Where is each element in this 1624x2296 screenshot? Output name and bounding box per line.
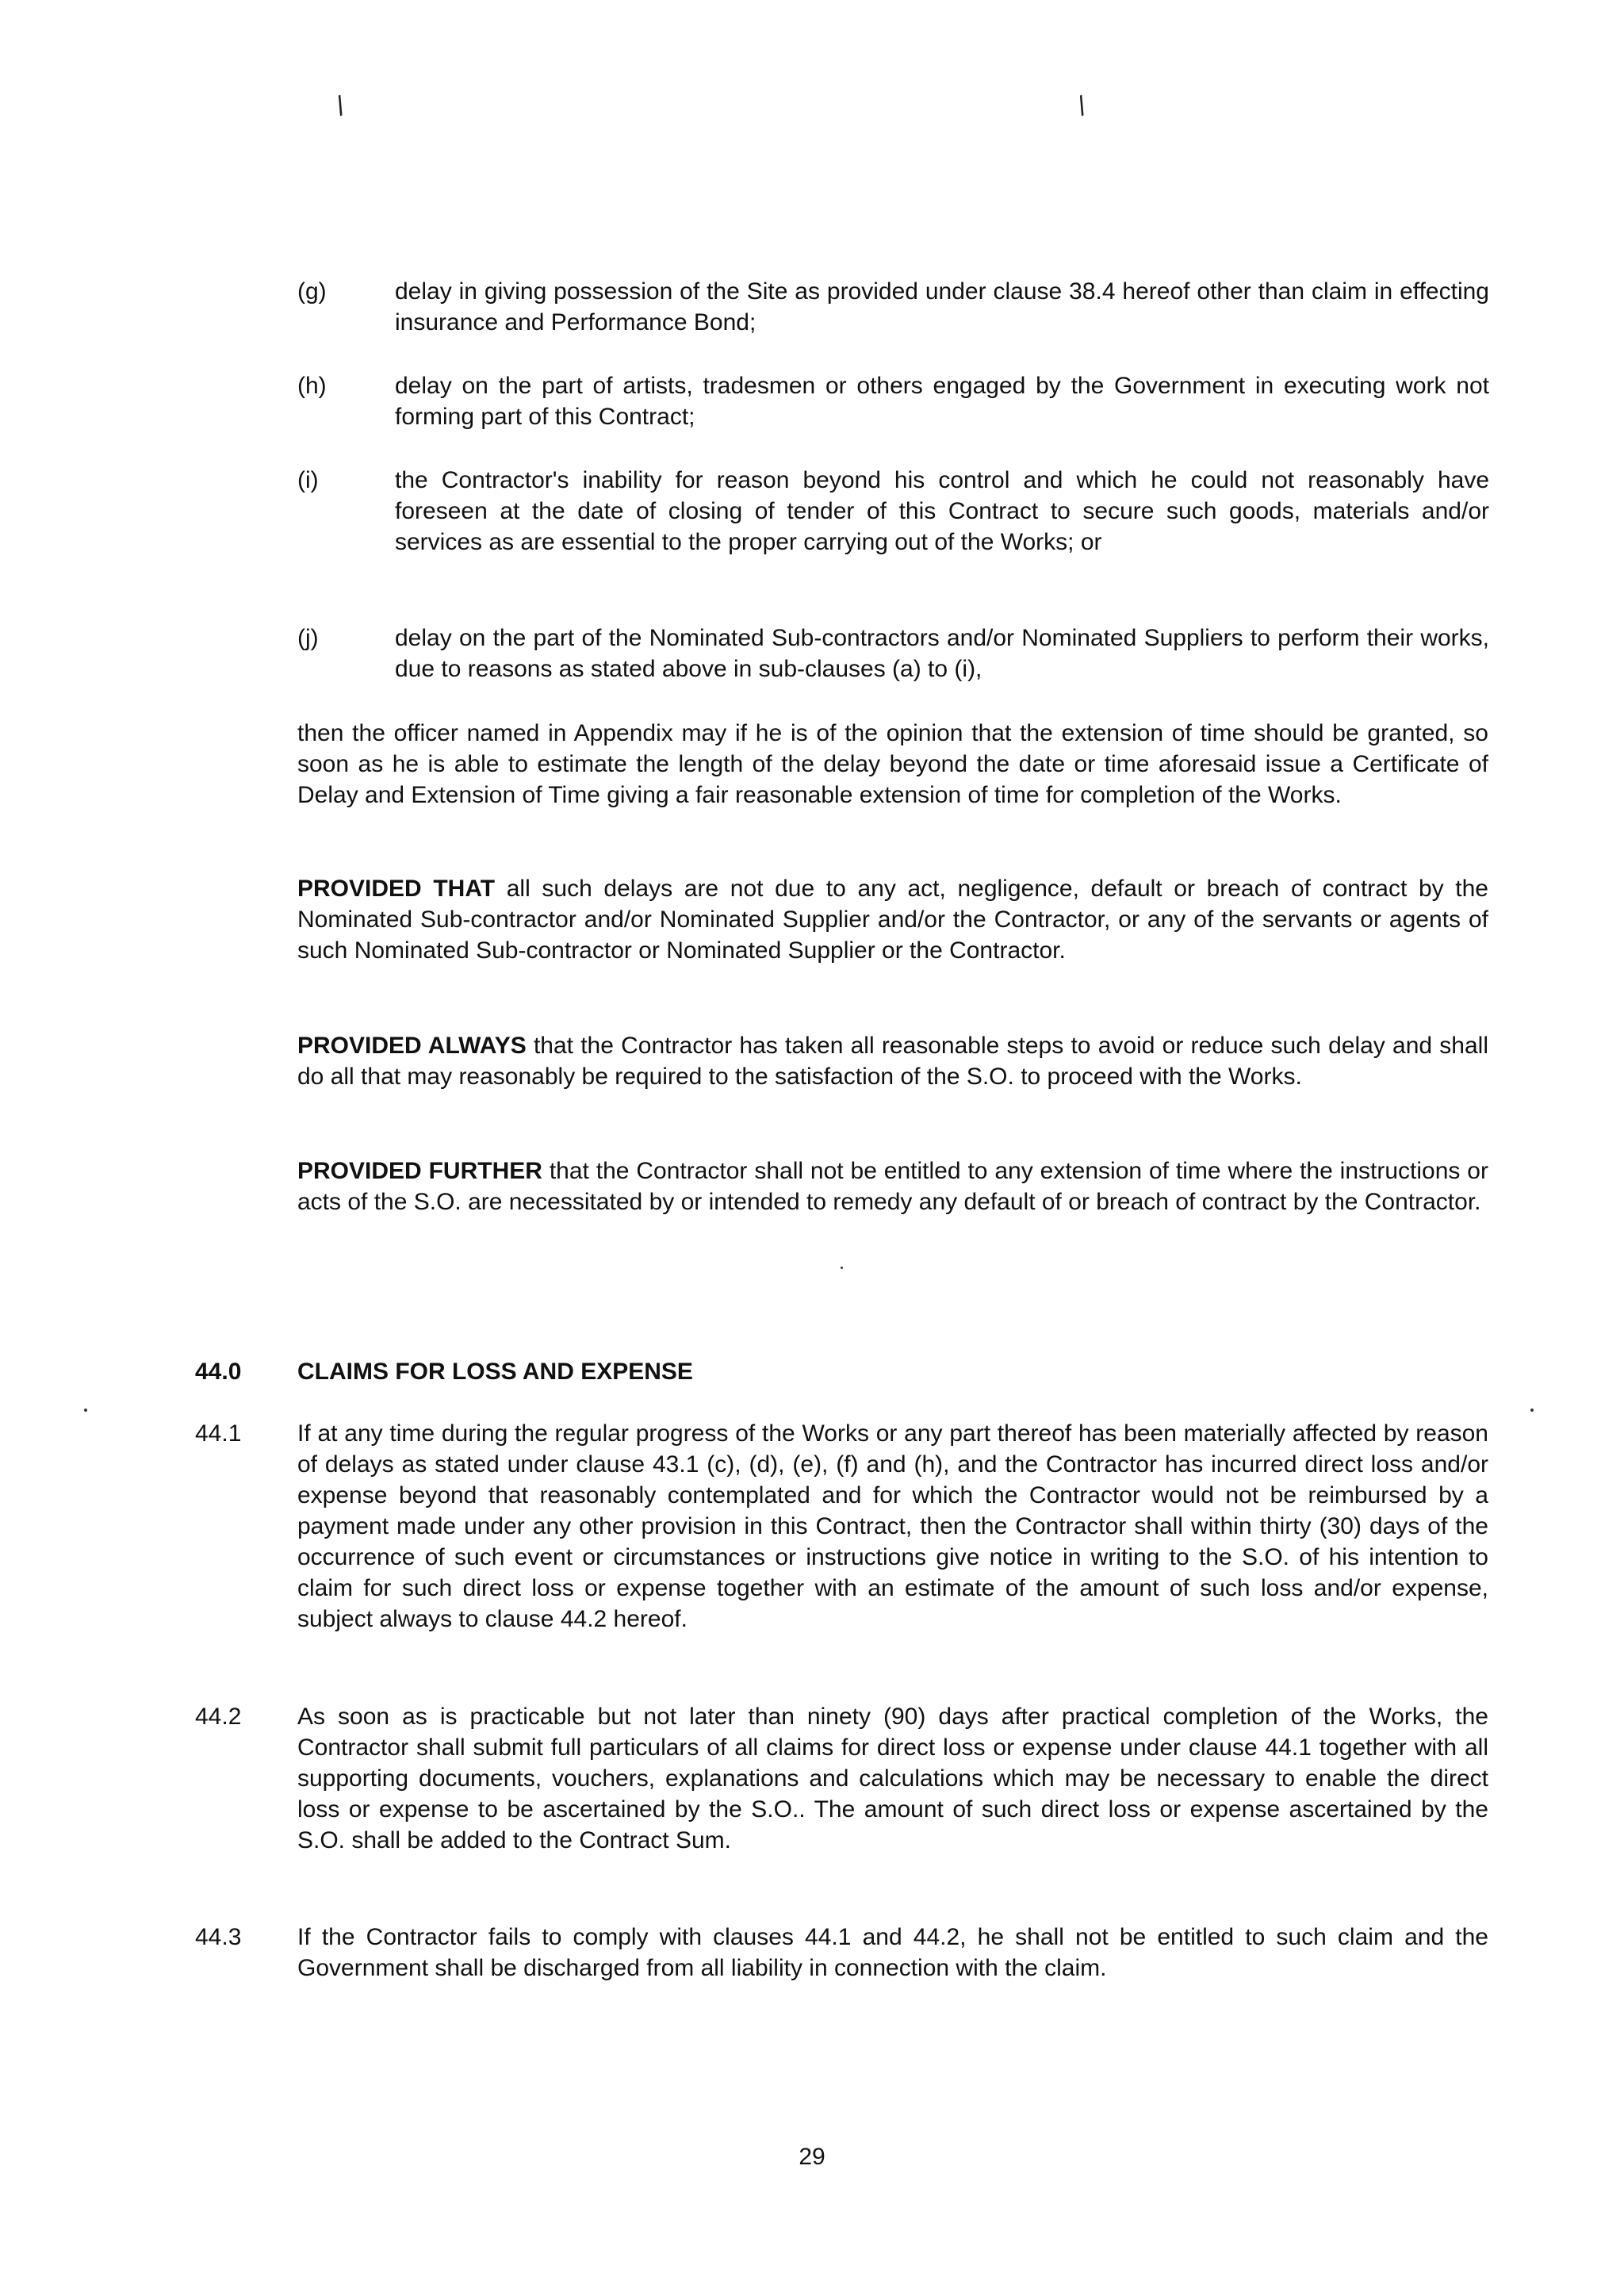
page-number: 29 [799, 2144, 825, 2170]
scan-speck [841, 1267, 843, 1269]
sub-clause-text: the Contractor's inability for reason beyond his control and which he could not reasonably have foreseen at the date of closing of tender of this Contract to secure such goods, materials and/or services as are essential to the proper carrying out of the Works; or [395, 467, 1489, 555]
proviso-text: that the Contractor has taken all reasonable steps to avoid or reduce such delay and shall do all that may reasonably be required to the satisfaction of the S.O. to proceed with the Works. [297, 1033, 1489, 1090]
sub-clause-marker: (j) [297, 625, 319, 651]
clause-text: If at any time during the regular progress of the Works or any part thereof has been materially affected by reason of delays as stated under clause 43.1 (c), (d), (e), (f) and (h), and the Contractor has incurred direct loss and/or expense beyond that reasonably contemplated and for which the Contractor would not be reimbursed by a payment made under any other provision in this Contract, then the Contractor shall within thirty (30) days of the occurrence of such event or circumstances or instructions give notice in writing to the S.O. of his intention to claim for such direct loss or expense together with an estimate of the amount of such loss and/or expense, subject always to clause 44.2 hereof. [297, 1420, 1488, 1632]
proviso-lead: PROVIDED ALWAYS [297, 1033, 527, 1059]
clause-number: 44.2 [195, 1704, 242, 1730]
section-number: 44.0 [195, 1359, 242, 1385]
clause-text: As soon as is practicable but not later than ninety (90) days after practical completion of the Works, the Contractor shall submit full particulars of all claims for direct loss or expense under clause 44.1 together with all supporting documents, vouchers, explanations and calculations which may be necessary to enable the direct loss or expense to be ascertained by the S.O.. The amount of such direct loss or expense ascertained by the S.O. shall be added to the Contract Sum. [297, 1704, 1488, 1853]
sub-clause-text: delay on the part of the Nominated Sub-contractors and/or Nominated Suppliers to perform their works, due to reasons as stated above in sub-clauses (a) to (i), [395, 625, 1489, 682]
sub-clause-marker: (i) [297, 467, 319, 493]
clause-number: 44.1 [195, 1420, 242, 1447]
proviso-text: all such delays are not due to any act, negligence, default or breach of contract by the Nominated Sub-contractor and/or Nominated Supplier and/or the Contractor, or any of the servants or agents of such Nominated Sub-contractor or Nominated Supplier or the Contractor. [297, 876, 1488, 964]
clause-number: 44.3 [195, 1924, 242, 1950]
scan-mark-left: / [331, 90, 350, 122]
extension-of-time-paragraph: then the officer named in Appendix may if he is of the opinion that the extension of time should be granted, so soon as he is able to estimate the length of the delay beyond the date or time aforesaid issue a Certificate of Delay and Extension of Time giving a fair reasonable extension of time for completion of the Works. [297, 720, 1488, 808]
proviso-text: that the Contractor shall not be entitled to any extension of time where the instructions or acts of the S.O. are necessitated by or intended to remedy any default of or breach of contract by the Contractor. [297, 1158, 1488, 1215]
proviso-lead: PROVIDED THAT [297, 876, 496, 902]
scan-speck [1530, 1409, 1534, 1412]
proviso-further [297, 1156, 1488, 1217]
sub-clause-marker: (h) [297, 373, 327, 399]
section-title: CLAIMS FOR LOSS AND EXPENSE [297, 1359, 693, 1385]
scan-speck [84, 1409, 87, 1412]
proviso-lead: PROVIDED FURTHER [297, 1158, 542, 1184]
proviso-that [297, 873, 1488, 966]
sub-clause-text: delay in giving possession of the Site as provided under clause 38.4 hereof other than claim in effecting insurance and Performance Bond; [395, 278, 1489, 335]
sub-clause-marker: (g) [297, 278, 327, 305]
sub-clause-text: delay on the part of artists, tradesmen or others engaged by the Government in executing work not forming part of this Contract; [395, 373, 1489, 430]
clause-text: If the Contractor fails to comply with clauses 44.1 and 44.2, he shall not be entitled to such claim and the Government shall be discharged from all liability in connection with the claim. [297, 1924, 1488, 1981]
proviso-always [297, 1030, 1488, 1092]
scan-mark-right: / [1073, 90, 1091, 122]
